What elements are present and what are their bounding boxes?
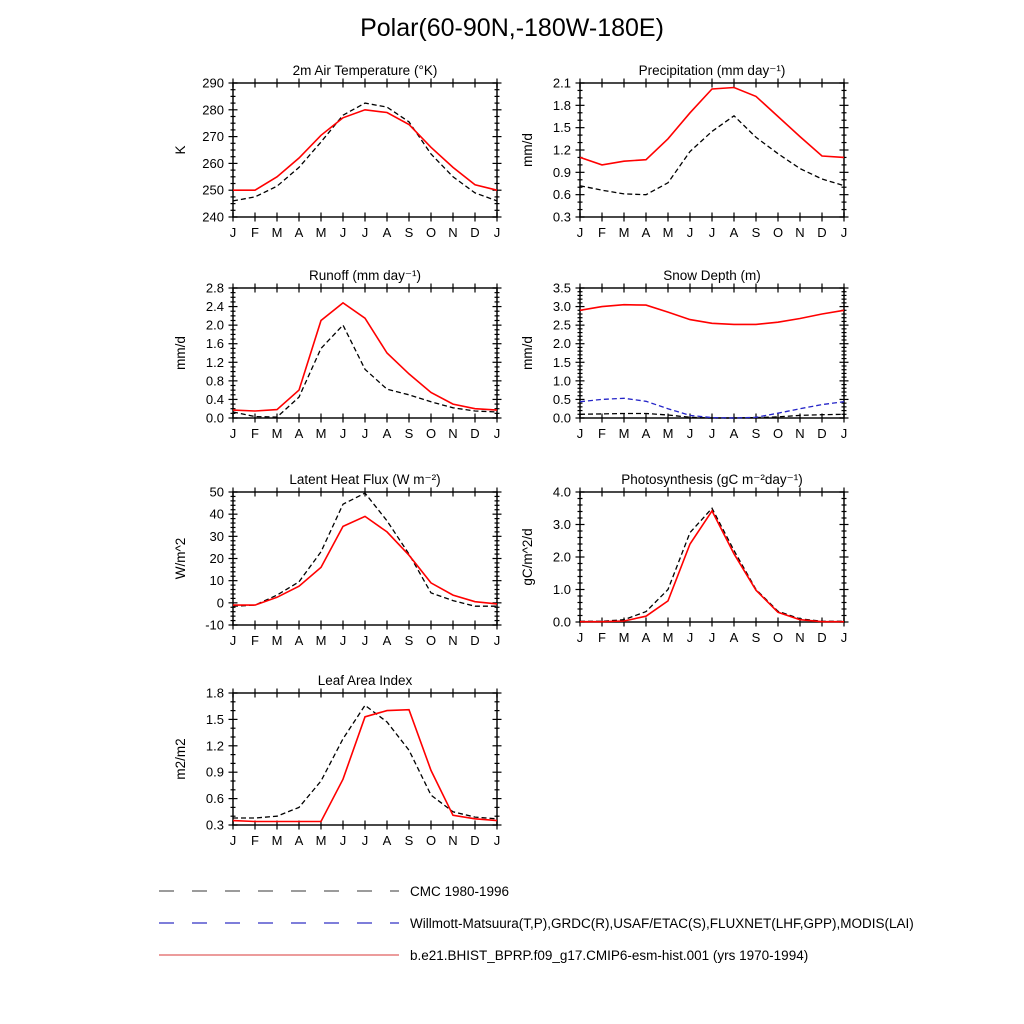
plot-frame: [233, 693, 497, 825]
x-tick-label: A: [382, 633, 392, 648]
legend-line-sample-model: [158, 949, 400, 961]
y-tick-label: 1.2: [205, 738, 224, 754]
legend-item-cmc: [158, 882, 509, 900]
page-title: Polar(60-90N,-180W-180E): [360, 14, 664, 42]
panel-title: Latent Heat Flux (W m⁻²): [289, 472, 441, 487]
y-tick-label: 2.0: [205, 317, 224, 333]
x-tick-label: O: [425, 633, 437, 648]
y-tick-label: 1.0: [552, 373, 571, 389]
panel-title: Leaf Area Index: [317, 673, 413, 688]
x-tick-label: A: [294, 426, 304, 441]
x-tick-label: J: [493, 426, 501, 441]
x-tick-label: S: [751, 225, 761, 240]
series-line: [233, 325, 497, 417]
x-tick-label: M: [315, 633, 327, 648]
y-tick-label: 2.8: [205, 280, 224, 296]
x-tick-label: S: [404, 426, 414, 441]
x-tick-label: F: [598, 630, 606, 645]
y-tick-label: 0.5: [552, 391, 571, 407]
y-tick-label: 1.5: [205, 711, 224, 727]
chart-panel-snow-depth: [505, 262, 869, 459]
x-tick-label: M: [662, 630, 674, 645]
y-tick-label: 1.2: [205, 354, 224, 370]
x-tick-label: J: [339, 633, 347, 648]
panel-svg: [158, 667, 522, 861]
chart-panel-photosynthesis: [505, 466, 869, 663]
y-tick-label: 20: [209, 551, 224, 566]
x-tick-label: J: [686, 426, 694, 441]
x-tick-label: J: [686, 630, 694, 645]
x-tick-label: M: [271, 225, 283, 240]
y-tick-label: 0.9: [552, 164, 571, 180]
x-tick-label: A: [729, 426, 739, 441]
x-tick-label: J: [339, 225, 347, 240]
x-tick-label: A: [382, 833, 392, 848]
y-tick-label: 0: [216, 595, 224, 611]
x-tick-label: S: [751, 426, 761, 441]
x-tick-label: S: [751, 630, 761, 645]
x-tick-label: F: [251, 225, 259, 240]
x-tick-label: A: [382, 426, 392, 441]
x-tick-label: M: [315, 426, 327, 441]
x-tick-label: A: [294, 833, 304, 848]
series-line: [580, 88, 844, 165]
panel-svg: [158, 57, 522, 253]
y-tick-label: 0.0: [552, 614, 571, 630]
x-tick-label: S: [404, 833, 414, 848]
x-tick-label: D: [470, 633, 480, 648]
legend-label: Willmott-Matsuura(T,P),GRDC(R),USAF/ETAC(S),FLUXNET(LHF,GPP),MODIS(LAI): [410, 915, 914, 931]
y-axis-label: K: [173, 145, 188, 155]
x-tick-label: J: [493, 833, 501, 848]
x-tick-label: D: [470, 426, 480, 441]
y-tick-label: 3.0: [552, 299, 571, 315]
x-tick-label: F: [598, 225, 606, 240]
x-tick-label: J: [576, 630, 584, 645]
legend-line-sample-obs: [158, 917, 400, 929]
x-tick-label: J: [493, 633, 501, 648]
legend-label: b.e21.BHIST_BPRP.f09_g17.CMIP6-esm-hist.001 (yrs 1970-1994): [410, 947, 809, 963]
chart-panel-precipitation: [505, 57, 869, 258]
x-tick-label: M: [618, 426, 630, 441]
x-tick-label: D: [470, 225, 480, 240]
x-tick-label: N: [448, 833, 458, 848]
x-tick-label: J: [840, 630, 848, 645]
x-tick-label: J: [708, 630, 716, 645]
legend-label: CMC 1980-1996: [410, 883, 510, 899]
x-tick-label: A: [641, 426, 651, 441]
y-axis-label: mm/d: [520, 336, 535, 370]
panel-svg: [505, 262, 869, 454]
y-tick-label: 1.0: [552, 582, 571, 597]
y-tick-label: 40: [209, 506, 224, 522]
y-axis-label: gC/m^2/d: [520, 528, 535, 586]
x-tick-label: N: [795, 630, 805, 645]
x-tick-label: J: [229, 833, 237, 848]
x-tick-label: D: [817, 630, 827, 645]
y-tick-label: -10: [205, 617, 224, 633]
x-tick-label: J: [576, 225, 584, 240]
y-tick-label: 0.9: [205, 764, 224, 780]
x-tick-label: A: [641, 225, 651, 240]
y-tick-label: 3.0: [552, 517, 571, 532]
y-axis-label: W/m^2: [173, 537, 188, 580]
x-tick-label: A: [382, 225, 392, 240]
y-tick-label: 0.4: [205, 391, 224, 407]
panel-svg: [505, 57, 869, 253]
y-tick-label: 240: [202, 209, 224, 225]
x-tick-label: S: [404, 633, 414, 648]
x-tick-label: J: [361, 225, 369, 240]
plot-frame: [233, 288, 497, 418]
chart-panel-leaf-area-index: [158, 667, 522, 866]
legend-item-obs-composite: [158, 914, 914, 932]
y-axis-label: m2/m2: [173, 738, 188, 780]
y-tick-label: 30: [209, 528, 224, 544]
x-tick-label: A: [641, 630, 651, 645]
series-line: [233, 493, 497, 606]
x-tick-label: M: [315, 833, 327, 848]
y-tick-label: 50: [209, 484, 224, 500]
panel-svg: [158, 466, 522, 661]
x-tick-label: A: [729, 225, 739, 240]
y-tick-label: 0.0: [205, 410, 224, 426]
y-tick-label: 1.2: [552, 142, 571, 158]
legend-line-sample-cmc: [158, 885, 400, 897]
y-tick-label: 2.0: [552, 336, 571, 352]
x-tick-label: J: [708, 225, 716, 240]
y-axis-label: mm/d: [173, 336, 188, 370]
panel-svg: [158, 262, 522, 454]
x-tick-label: N: [448, 225, 458, 240]
y-tick-label: 1.5: [552, 354, 571, 370]
y-tick-label: 1.5: [552, 120, 571, 136]
y-tick-label: 1.6: [205, 336, 224, 352]
y-axis-label: mm/d: [520, 133, 535, 167]
x-tick-label: J: [576, 426, 584, 441]
series-line: [233, 103, 497, 201]
x-tick-label: J: [840, 225, 848, 240]
x-tick-label: O: [772, 225, 784, 240]
x-tick-label: A: [294, 225, 304, 240]
y-tick-label: 0.6: [552, 187, 571, 203]
y-tick-label: 2.1: [552, 75, 571, 91]
x-tick-label: N: [795, 426, 805, 441]
series-line: [233, 705, 497, 819]
y-tick-label: 290: [202, 75, 224, 91]
x-tick-label: J: [840, 426, 848, 441]
x-tick-label: J: [361, 833, 369, 848]
x-tick-label: F: [251, 633, 259, 648]
x-tick-label: J: [339, 426, 347, 441]
panel-title: Precipitation (mm day⁻¹): [638, 63, 786, 78]
panel-svg: [505, 466, 869, 658]
series-line: [580, 508, 844, 621]
x-tick-label: M: [271, 426, 283, 441]
y-tick-label: 280: [202, 102, 224, 118]
chart-panel-runoff: [158, 262, 522, 459]
panel-title: Photosynthesis (gC m⁻²day⁻¹): [621, 472, 803, 487]
x-tick-label: J: [708, 426, 716, 441]
x-tick-label: D: [817, 426, 827, 441]
plot-frame: [233, 492, 497, 625]
y-tick-label: 270: [202, 129, 224, 145]
x-tick-label: M: [618, 225, 630, 240]
series-line: [233, 710, 497, 822]
x-tick-label: M: [618, 630, 630, 645]
y-tick-label: 2.5: [552, 317, 571, 333]
y-tick-label: 1.8: [205, 685, 224, 701]
x-tick-label: O: [772, 630, 784, 645]
x-tick-label: J: [339, 833, 347, 848]
series-line: [580, 116, 844, 195]
x-tick-label: O: [425, 833, 437, 848]
x-tick-label: O: [772, 426, 784, 441]
y-tick-label: 0.3: [552, 209, 571, 225]
x-tick-label: O: [425, 426, 437, 441]
x-tick-label: M: [271, 833, 283, 848]
x-tick-label: J: [361, 426, 369, 441]
y-tick-label: 2.4: [205, 299, 224, 315]
x-tick-label: N: [448, 633, 458, 648]
x-tick-label: A: [729, 630, 739, 645]
x-tick-label: F: [598, 426, 606, 441]
y-tick-label: 10: [209, 573, 224, 589]
x-tick-label: N: [448, 426, 458, 441]
x-tick-label: J: [229, 426, 237, 441]
x-tick-label: M: [315, 225, 327, 240]
plot-frame: [580, 288, 844, 418]
chart-panel-2m-air-temperature: [158, 57, 522, 258]
y-tick-label: 0.0: [552, 410, 571, 426]
x-tick-label: S: [404, 225, 414, 240]
x-tick-label: F: [251, 426, 259, 441]
x-tick-label: D: [470, 833, 480, 848]
series-line: [580, 305, 844, 325]
x-tick-label: F: [251, 833, 259, 848]
x-tick-label: D: [817, 225, 827, 240]
y-tick-label: 3.5: [552, 280, 571, 296]
x-tick-label: J: [229, 633, 237, 648]
plot-frame: [580, 83, 844, 217]
legend-item-model: [158, 946, 808, 964]
x-tick-label: M: [271, 633, 283, 648]
y-tick-label: 250: [202, 182, 224, 198]
y-tick-label: 0.8: [205, 373, 224, 389]
y-tick-label: 1.8: [552, 97, 571, 113]
x-tick-label: J: [493, 225, 501, 240]
panel-title: Runoff (mm day⁻¹): [309, 268, 421, 283]
series-line: [233, 516, 497, 605]
series-line: [233, 303, 497, 411]
x-tick-label: N: [795, 225, 805, 240]
series-line: [233, 110, 497, 190]
x-tick-label: A: [294, 633, 304, 648]
series-line: [580, 511, 844, 622]
y-tick-label: 0.3: [205, 817, 224, 833]
panel-title: Snow Depth (m): [663, 268, 761, 283]
x-tick-label: J: [229, 225, 237, 240]
panel-title: 2m Air Temperature (°K): [292, 63, 438, 78]
chart-panel-latent-heat-flux: [158, 466, 522, 666]
y-tick-label: 0.6: [205, 791, 224, 807]
x-tick-label: J: [686, 225, 694, 240]
y-tick-label: 2.0: [552, 549, 571, 565]
y-tick-label: 4.0: [552, 484, 571, 500]
x-tick-label: O: [425, 225, 437, 240]
y-tick-label: 260: [202, 155, 224, 171]
x-tick-label: M: [662, 225, 674, 240]
x-tick-label: M: [662, 426, 674, 441]
x-tick-label: J: [361, 633, 369, 648]
